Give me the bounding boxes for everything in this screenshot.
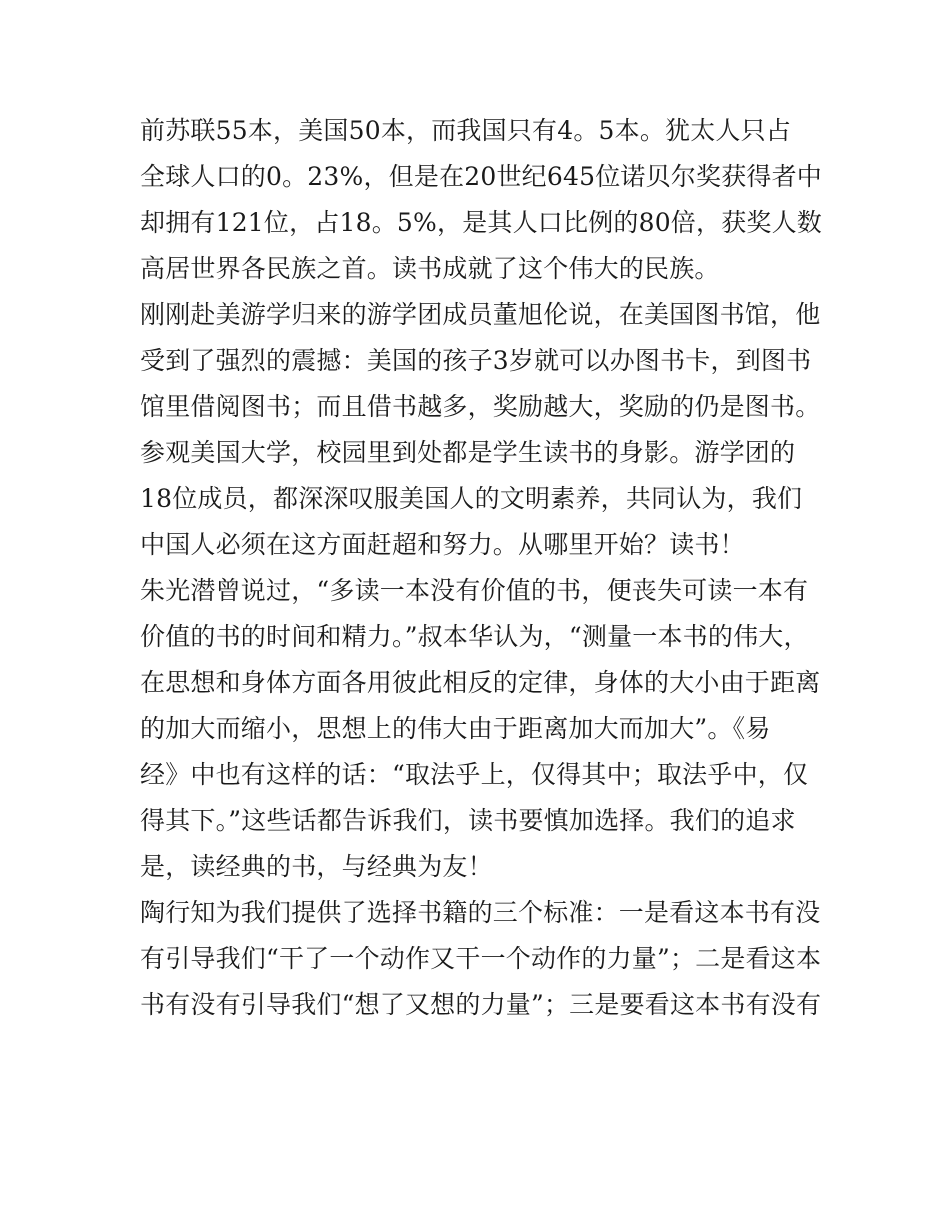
text-line: 价值的书的时间和精力。”叔本华认为，“测量一本书的伟大， — [140, 622, 809, 651]
text-line: 前苏联55本，美国50本，而我国只有4。5本。犹太人只占 — [140, 116, 792, 145]
text-line: 有引导我们“干了一个动作又干一个动作的力量”；二是看这本 — [140, 944, 822, 973]
text-line: 的加大而缩小，思想上的伟大由于距离加大而加大”。《易 — [140, 714, 771, 743]
text-line: 书有没有引导我们“想了又想的力量”；三是要看这本书有没有 — [140, 990, 822, 1019]
text-line: 18位成员，都深深叹服美国人的文明素养，共同认为，我们 — [140, 484, 803, 513]
text-line: 陶行知为我们提供了选择书籍的三个标准：一是看这本书有没 — [140, 898, 821, 927]
text-line: 受到了强烈的震撼：美国的孩子3岁就可以办图书卡，到图书 — [140, 346, 812, 375]
text-line: 得其下。”这些话都告诉我们，读书要慎加选择。我们的追求 — [140, 806, 796, 835]
text-line: 在思想和身体方面各用彼此相反的定律，身体的大小由于距离 — [140, 668, 821, 697]
body-text — [140, 108, 823, 1028]
text-line: 是，读经典的书，与经典为友！ — [140, 852, 493, 881]
text-line: 经》中也有这样的话：“取法乎上，仅得其中；取法乎中，仅 — [140, 760, 809, 789]
text-line: 朱光潜曾说过，“多读一本没有价值的书，便丧失可读一本有 — [140, 576, 809, 605]
text-line: 却拥有121位，占18。5%，是其人口比例的80倍，获奖人数 — [140, 208, 823, 237]
text-line: 中国人必须在这方面赶超和努力。从哪里开始？读书！ — [140, 530, 745, 559]
text-line: 参观美国大学，校园里到处都是学生读书的身影。游学团的 — [140, 438, 796, 467]
text-line: 馆里借阅图书；而且借书越多，奖励越大，奖励的仍是图书。 — [140, 392, 821, 421]
text-line: 全球人口的0。23%，但是在20世纪645位诺贝尔奖获得者中 — [140, 162, 823, 191]
text-line: 刚刚赴美游学归来的游学团成员董旭伦说，在美国图书馆，他 — [140, 300, 821, 329]
text-line: 高居世界各民族之首。读书成就了这个伟大的民族。 — [140, 254, 720, 283]
